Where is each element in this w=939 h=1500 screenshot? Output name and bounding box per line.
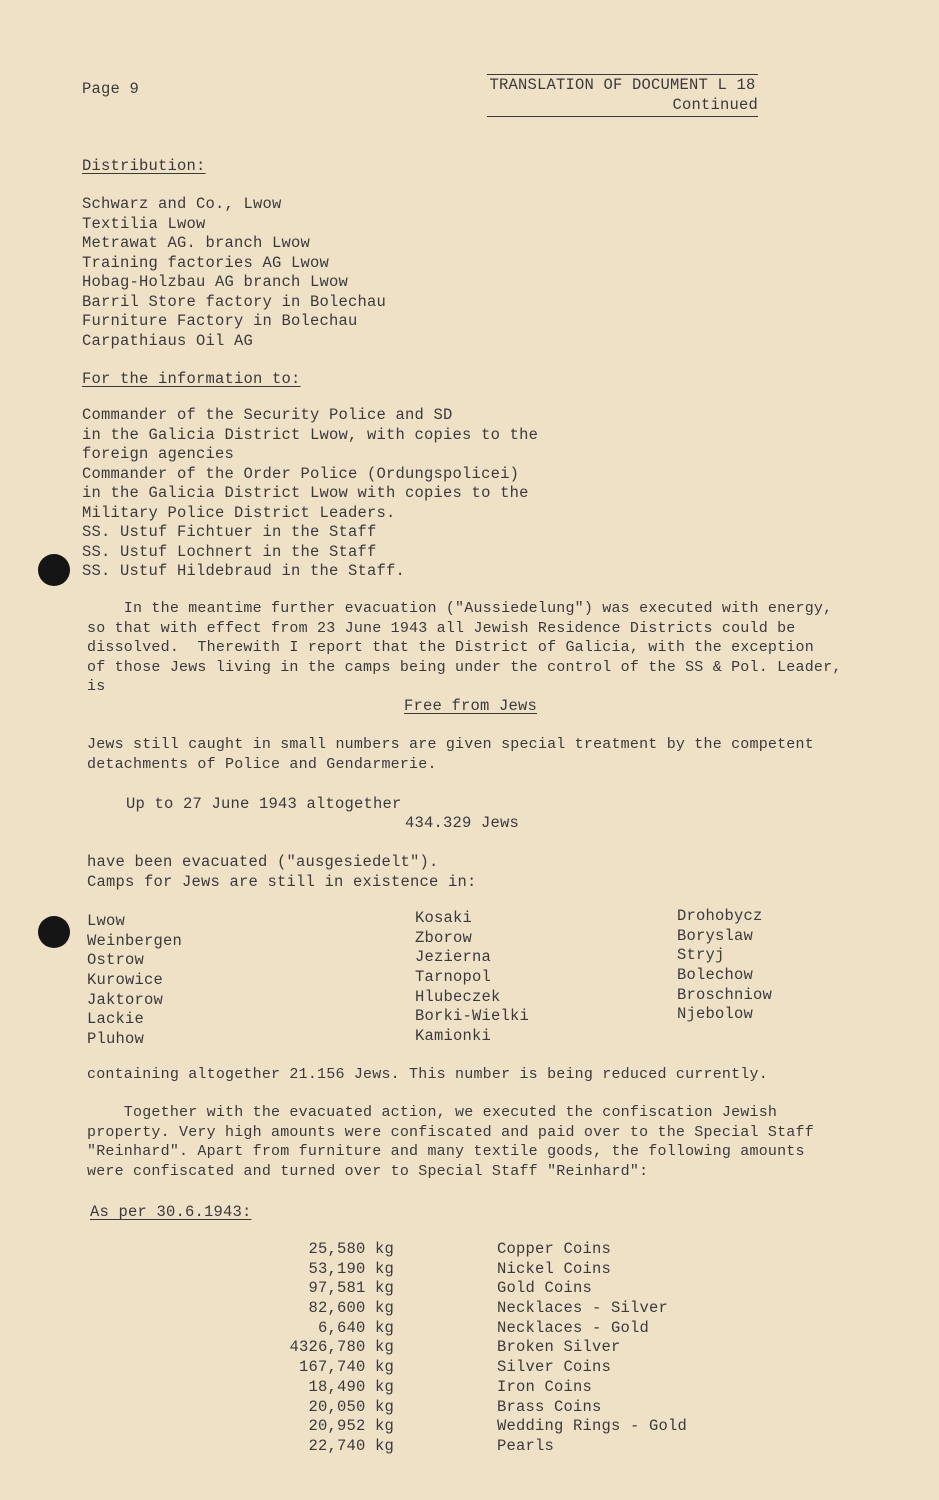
item-name: Iron Coins [497,1377,593,1396]
paragraph-line: "Reinhard". Apart from furniture and many textile goods, the following amounts [87,1143,805,1160]
camps-column-1 [87,912,182,1050]
item-name: Wedding Rings - Gold [497,1417,688,1436]
camp-name: Tarnopol [415,968,492,987]
as-per-heading: As per 30.6.1943: [90,1203,252,1221]
punch-hole [38,916,70,948]
distribution-item: Schwarz and Co., Lwow [82,195,282,213]
paragraph-line: dissolved. Therewith I report that the District of Galicia, with the exception [87,639,814,656]
camp-name: Lwow [87,912,126,930]
information-line: Commander of the Security Police and SD [82,406,453,424]
title-top-rule [487,74,758,75]
item-name: Necklaces - Silver [497,1299,669,1318]
information-line: in the Galicia District Lwow, with copies to the [82,425,539,444]
paragraph-line: were confiscated and turned over to Special Staff "Reinhard": [87,1162,649,1180]
amount-value: 25,580 kg [308,1240,394,1258]
document-title: TRANSLATION OF DOCUMENT L 18 [489,76,756,94]
containing-line: containing altogether 21.156 Jews. This number is being reduced currently. [87,1066,768,1083]
camp-name: Ostrow [87,951,145,970]
item-name: Silver Coins [497,1358,612,1377]
camps-column-2 [415,909,529,1047]
camps-intro [87,853,477,892]
amount-value: 22,740 kg [308,1436,394,1455]
paragraph-line: is [87,678,106,695]
camp-name: Kamionki [415,1027,492,1046]
camp-name: Pluhow [87,1030,145,1049]
camp-name: Weinbergen [87,931,183,950]
paragraph-line: of those Jews living in the camps being under the control of the SS & Pol. Leader, [87,658,842,676]
camp-name: Jezierna [415,948,492,967]
item-name: Broken Silver [497,1338,621,1357]
camp-name: Kosaki [415,909,473,927]
distribution-item: Barril Store factory in Bolechau [82,292,387,311]
paragraph-line: Jews still caught in small numbers are given special treatment by the competent [87,736,814,753]
information-line: Military Police District Leaders. [82,503,396,522]
confiscated-amounts [286,1240,394,1457]
amount-value: 82,600 kg [308,1299,394,1318]
camp-name: Bolechow [677,966,754,985]
distribution-item: Hobag-Holzbau AG branch Lwow [82,273,349,291]
camp-name: Lackie [87,1010,145,1029]
amount-value: 20,952 kg [308,1417,394,1436]
amount-value: 18,490 kg [308,1377,394,1396]
camp-name: Hlubeczek [415,987,501,1006]
camp-name: Broschniow [677,985,773,1004]
camp-name: Zborow [415,928,473,947]
amount-value: 97,581 kg [308,1279,394,1298]
amount-value: 167,740 kg [298,1358,394,1377]
camps-column-3 [677,907,772,1025]
paragraph-line: Camps for Jews are still in existence in: [87,872,477,891]
page-number: Page 9 [82,80,140,98]
title-bottom-rule [487,116,758,117]
camp-name: Borki-Wielki [415,1007,530,1026]
evacuation-paragraph [87,599,842,697]
information-list [82,406,538,582]
distribution-item: Carpathiaus Oil AG [82,331,254,350]
paragraph-line: Together with the evacuated action, we executed the confiscation Jewish [87,1104,778,1121]
item-name: Necklaces - Gold [497,1318,650,1337]
information-line: in the Galicia District Lwow with copies to the [82,484,529,502]
item-name: Brass Coins [497,1397,602,1416]
total-evacuated: 434.329 Jews [405,814,520,832]
distribution-item: Training factories AG Lwow [82,253,330,272]
camp-name: Jaktorow [87,990,164,1009]
distribution-item: Furniture Factory in Bolechau [82,312,358,330]
paragraph-line: detachments of Police and Gendarmerie. [87,755,437,773]
camp-name: Boryslaw [677,926,754,945]
amount-value: 53,190 kg [308,1259,394,1278]
item-name: Copper Coins [497,1240,612,1258]
free-from-jews-heading: Free from Jews [404,697,538,715]
information-line: foreign agencies [82,445,235,463]
continued-label: Continued [672,96,758,114]
item-name: Gold Coins [497,1279,593,1298]
distribution-list [82,195,386,351]
camp-name: Drohobycz [677,907,763,925]
information-line: SS. Ustuf Lochnert in the Staff [82,542,377,561]
item-name: Pearls [497,1436,555,1455]
special-treatment-paragraph [87,735,814,774]
punch-hole [38,554,70,586]
amount-value: 20,050 kg [308,1397,394,1416]
camp-name: Stryj [677,946,725,965]
distribution-heading: Distribution: [82,157,206,175]
information-line: SS. Ustuf Hildebraud in the Staff. [82,562,406,580]
amount-value: 6,640 kg [317,1318,394,1337]
distribution-item: Textilia Lwow [82,214,206,233]
paragraph-line: property. Very high amounts were confiscated and paid over to the Special Staff [87,1123,814,1141]
paragraph-line: have been evacuated ("ausgesiedelt"). [87,853,439,871]
paragraph-line: In the meantime further evacuation ("Aussiedelung") was executed with energy, [87,600,833,617]
item-name: Nickel Coins [497,1259,612,1278]
information-line: SS. Ustuf Fichtuer in the Staff [82,523,377,541]
camp-name: Njebolow [677,1005,754,1024]
paragraph-line: so that with effect from 23 June 1943 all Jewish Residence Districts could be [87,619,796,637]
information-line: Commander of the Order Police (Ordungspolicei) [82,464,520,483]
information-heading: For the information to: [82,370,301,388]
amount-value: 4326,780 kg [289,1338,394,1357]
confiscated-items [497,1240,687,1457]
distribution-item: Metrawat AG. branch Lwow [82,234,311,252]
up-to-line: Up to 27 June 1943 altogether [126,795,402,813]
confiscation-paragraph [87,1103,814,1181]
camp-name: Kurowice [87,971,164,990]
